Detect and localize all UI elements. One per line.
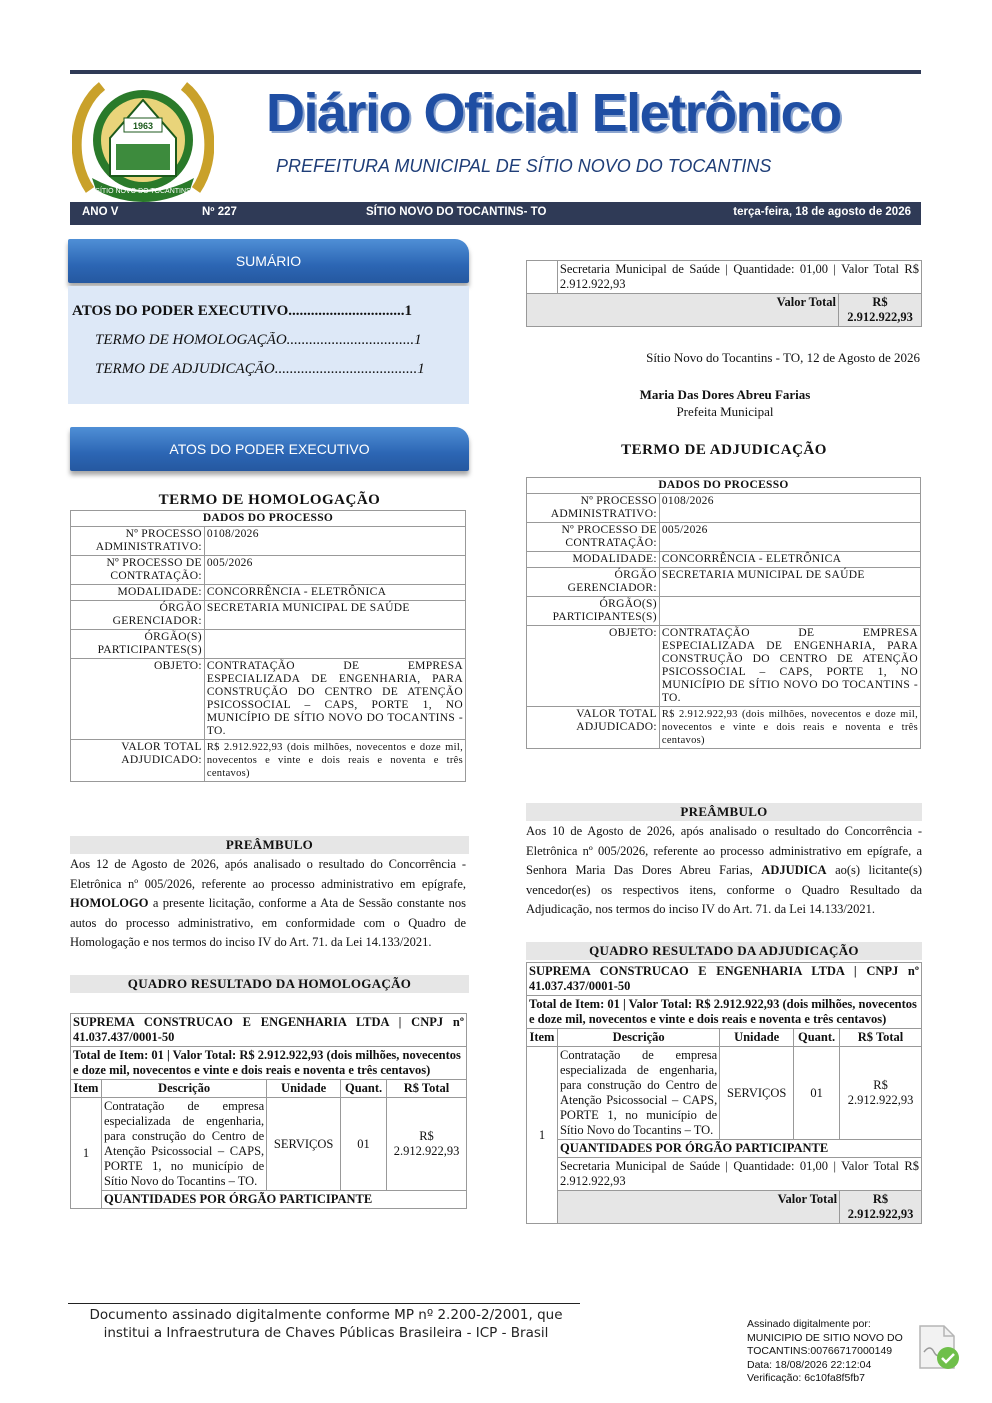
municipal-seal-icon	[72, 78, 214, 202]
valor-total-label: Valor Total	[527, 294, 839, 327]
col-unidade: Unidade	[267, 1080, 341, 1098]
adjudicacao-quadro-header: QUADRO RESULTADO DA ADJUDICAÇÃO	[526, 942, 922, 960]
svg-text:SÍTIO NOVO DO TOCANTINS: SÍTIO NOVO DO TOCANTINS	[95, 188, 191, 195]
adjudicacao-result-table	[526, 962, 922, 1224]
toc-item-adjudicacao[interactable]: TERMO DE ADJUDICAÇÃO......................................1	[95, 361, 425, 377]
table-row: 1 Contratação de empresa especializada de engenharia, para construção do Centro de Atenção Psicossocial – CAPS, PORTE 1, no município de Sítio Novo do Tocantins – TO. SERVIÇOS 01 R$ 2.912.922,93	[71, 1098, 467, 1191]
dados-header: DADOS DO PROCESSO	[527, 478, 921, 494]
issue-bar	[70, 202, 921, 225]
table-row: MODALIDADE: CONCORRÊNCIA - ELETRÔNICA	[71, 585, 466, 601]
qpo-header: QUANTIDADES POR ÓRGÃO PARTICIPANTE	[101, 1191, 466, 1209]
continuation-table	[526, 260, 922, 327]
table-row: Nº PROCESSO DE CONTRATAÇÃO: 005/2026	[527, 523, 921, 552]
col-unidade: Unidade	[720, 1029, 794, 1047]
signer-name: Maria Das Dores Abreu Farias	[639, 387, 811, 402]
table-row: OBJETO: CONTRATAÇÃO DE EMPRESA ESPECIALIZADA DE ENGENHARIA, PARA CONSTRUÇÃO DO CENTRO DE ATENÇÃO PSICOSSOCIAL – CAPS, PORTE 1, NO MUNICÍPIO DE SÍTIO NOVO DO TOCANTINS - TO.	[527, 626, 921, 707]
adjudicacao-title: TERMO DE ADJUDICAÇÃO	[621, 442, 827, 458]
section-band: ATOS DO PODER EXECUTIVO	[70, 427, 469, 471]
continuation-line: Secretaria Municipal de Saúde | Quantidade: 01,00 | Valor Total R$ 2.912.922,93	[557, 261, 921, 294]
col-total: R$ Total	[840, 1029, 922, 1047]
company-total: Total de Item: 01 | Valor Total: R$ 2.912.922,93 (dois milhões, novecentos e doze mil, novecentos e vinte e dois reais e noventa e três centavos)	[71, 1047, 467, 1080]
valor-total-value: R$ 2.912.922,93	[840, 1191, 922, 1224]
company-name: SUPREMA CONSTRUCAO E ENGENHARIA LTDA | CNPJ nº 41.037.437/0001-50	[527, 963, 922, 996]
issue-number: Nº 227	[202, 206, 237, 218]
issue-date: terça-feira, 18 de agosto de 2026	[733, 206, 911, 218]
masthead-rule	[70, 70, 921, 74]
dados-header: DADOS DO PROCESSO	[71, 511, 466, 527]
table-row: Nº PROCESSO ADMINISTRATIVO: 0108/2026	[71, 527, 466, 556]
qpo-header: QUANTIDADES POR ÓRGÃO PARTICIPANTE	[557, 1140, 921, 1158]
table-row: MODALIDADE: CONCORRÊNCIA - ELETRÔNICA	[527, 552, 921, 568]
digital-signature-icon	[912, 1322, 964, 1374]
table-row: ÓRGÃO(S) PARTICIPANTES(S)	[527, 597, 921, 626]
table-row: OBJETO: CONTRATAÇÃO DE EMPRESA ESPECIALIZADA DE ENGENHARIA, PARA CONSTRUÇÃO DO CENTRO DE ATENÇÃO PSICOSSOCIAL – CAPS, PORTE 1, NO MUNICÍPIO DE SÍTIO NOVO DO TOCANTINS - TO.	[71, 659, 466, 740]
newspaper-title: Diário Oficial Eletrônico	[266, 83, 841, 143]
col-item: Item	[527, 1029, 558, 1047]
col-descricao: Descrição	[101, 1080, 266, 1098]
toc-item-atos[interactable]: ATOS DO PODER EXECUTIVO...............................1	[72, 303, 413, 319]
place-date: Sítio Novo do Tocantins - TO, 12 de Agosto de 2026	[646, 350, 920, 365]
newspaper-subtitle: PREFEITURA MUNICIPAL DE SÍTIO NOVO DO TOCANTINS	[276, 156, 772, 176]
company-name: SUPREMA CONSTRUCAO E ENGENHARIA LTDA | CNPJ nº 41.037.437/0001-50	[71, 1014, 467, 1047]
footer-notice: Documento assinado digitalmente conforme MP nº 2.200-2/2001, que institui a Infraestrutura de Chaves Públicas Brasileira - ICP - Brasil	[89, 1307, 563, 1341]
valor-total-label: Valor Total	[557, 1191, 839, 1224]
footer-rule	[68, 1303, 580, 1304]
col-quant: Quant.	[794, 1029, 840, 1047]
summary-band: SUMÁRIO	[68, 239, 469, 283]
table-row: VALOR TOTAL ADJUDICADO: R$ 2.912.922,93 (dois milhões, novecentos e doze mil, novecentos e vinte e dois reais e noventa e três centavos)	[71, 740, 466, 782]
table-row: ÓRGÃO GERENCIADOR: SECRETARIA MUNICIPAL DE SAÚDE	[527, 568, 921, 597]
homologacao-dados-table	[70, 510, 466, 782]
table-row: Nº PROCESSO ADMINISTRATIVO: 0108/2026	[527, 494, 921, 523]
qpo-line: Secretaria Municipal de Saúde | Quantidade: 01,00 | Valor Total R$ 2.912.922,93	[557, 1158, 921, 1191]
company-total: Total de Item: 01 | Valor Total: R$ 2.912.922,93 (dois milhões, novecentos e doze mil, novecentos e vinte e dois reais e noventa e três centavos)	[527, 996, 922, 1029]
issue-year: ANO V	[82, 206, 119, 218]
homologacao-title: TERMO DE HOMOLOGAÇÃO	[158, 492, 381, 508]
adjudicacao-preambulo-text: Aos 10 de Agosto de 2026, após analisado o resultado do Concorrência - Eletrônica nº 005/2026, referente ao processo administrativo em epígrafe, a Senhora Maria Das Dores Abreu Farias, ADJUDICA ao(s) licitante(s) vencedor(es) os respectivos itens, conforme o Quadro Resultado da Adjudicação, nos termos do inciso IV do Art. 71. da Lei 14.133/2021.	[526, 824, 923, 916]
table-row: Nº PROCESSO DE CONTRATAÇÃO: 005/2026	[71, 556, 466, 585]
toc-item-homologacao[interactable]: TERMO DE HOMOLOGAÇÃO..................................1	[95, 332, 422, 348]
valor-total-value: R$ 2.912.922,93	[839, 294, 922, 327]
homologacao-result-table	[70, 1013, 467, 1209]
digital-signature-info: Assinado digitalmente por: MUNICIPIO DE SITIO NOVO DO TOCANTINS:00766717000149 Data: 18/08/2026 22:12:04 Verificação: 6c10fa8f5fb7	[747, 1318, 903, 1384]
issue-place: SÍTIO NOVO DO TOCANTINS- TO	[366, 206, 547, 218]
col-total: R$ Total	[387, 1080, 467, 1098]
table-row: ÓRGÃO(S) PARTICIPANTES(S)	[71, 630, 466, 659]
homologacao-quadro-header: QUADRO RESULTADO DA HOMOLOGAÇÃO	[70, 975, 469, 993]
svg-text:1963: 1963	[132, 121, 154, 131]
col-descricao: Descrição	[557, 1029, 719, 1047]
signer-role: Prefeita Municipal	[676, 404, 774, 419]
homologacao-preambulo-text: Aos 12 de Agosto de 2026, após analisado o resultado do Concorrência - Eletrônica nº 005/2026, referente ao processo administrativo em epígrafe, HOMOLOGO a presente licitação, conforme a Ata de Sessão constante nos autos do processo administrativo, em conformidade com o Quadro de Homologação e nos termos do inciso IV do Art. 71. da Lei 14.133/2021.	[70, 857, 466, 949]
col-item: Item	[71, 1080, 102, 1098]
col-quant: Quant.	[341, 1080, 387, 1098]
adjudicacao-dados-table	[526, 477, 921, 749]
table-row: VALOR TOTAL ADJUDICADO: R$ 2.912.922,93 (dois milhões, novecentos e doze mil, novecentos e vinte e dois reais e noventa e três centavos)	[527, 707, 921, 749]
homologacao-preambulo-header: PREÂMBULO	[70, 836, 469, 854]
table-row: ÓRGÃO GERENCIADOR: SECRETARIA MUNICIPAL DE SAÚDE	[71, 601, 466, 630]
table-row: 1 Contratação de empresa especializada de engenharia, para construção do Centro de Atenção Psicossocial – CAPS, PORTE 1, no município de Sítio Novo do Tocantins – TO. SERVIÇOS 01 R$ 2.912.922,93	[527, 1047, 922, 1140]
adjudicacao-preambulo-header: PREÂMBULO	[526, 803, 922, 821]
